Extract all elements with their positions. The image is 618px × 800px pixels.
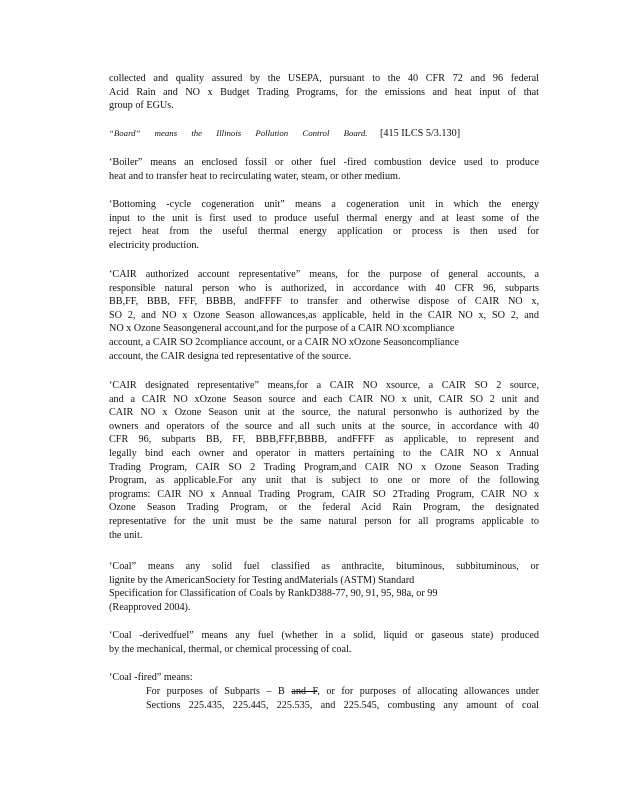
text-line: Program, as applicable.For any unit that is subject to one or more of the following (109, 475, 539, 487)
text-line: representative for the unit must be the same natural person for all programs applicable to (109, 515, 539, 527)
text-line: ‘CAIR designated representative” means,for a CAIR NO xsource, a CAIR SO 2 source, (109, 380, 539, 391)
paragraph-board-definition (109, 127, 539, 141)
text-line: CFR 96, subparts BB, FF, BBB,FFF,BBBB, andFFFF as applicable, to represent and (109, 434, 539, 446)
text-line: lignite by the AmericanSociety for Testing andMaterials (ASTM) Standard (109, 574, 415, 586)
text-line: heat and to transfer heat to recirculating water, steam, or other medium. (109, 170, 401, 182)
text-line: electricity production. (109, 239, 199, 251)
text-segment: , or for purposes of allocating allowances under (317, 686, 539, 697)
text-line: programs: CAIR NO x Annual Trading Program, CAIR SO 2Trading Program, CAIR NO x (109, 488, 539, 500)
text-line: reject heat from the useful thermal energy application or process is then used for (109, 226, 539, 238)
text-line: by the mechanical, thermal, or chemical processing of coal. (109, 643, 352, 655)
struck-text: and F (291, 686, 318, 697)
coal-fired-heading: ‘Coal -fired” means: (109, 672, 193, 683)
text-line: Sections 225.435, 225.445, 225.535, and 225.545, combusting any amount of coal (146, 699, 539, 711)
paragraph-coal-definition (109, 560, 539, 614)
text-line: the unit. (109, 529, 143, 541)
paragraph-cair-authorized-account-representative (109, 268, 539, 363)
text-line: Specification for Classification of Coals by RankD388-77, 90, 91, 95, 98a, or 99 (109, 588, 438, 600)
text-line: ‘CAIR authorized account representative” means, for the purpose of general accounts, a (109, 269, 539, 280)
text-line: BB,FF, BBB, FFF, BBBB, andFFFF to transfer and otherwise dispose of CAIR NO x, (109, 296, 539, 308)
paragraph-coal-fired-subitem (146, 685, 539, 712)
paragraph-boiler-definition (109, 156, 539, 183)
text-line: input to the unit is first used to produce useful thermal energy and at least some of the (109, 212, 539, 224)
paragraph-coal-fired-definition (109, 671, 539, 685)
text-line: ‘Boiler” means an enclosed fossil or other fuel -fired combustion device used to produce (109, 157, 539, 168)
text-line: Ozone Season Trading Program, or the federal Acid Rain Program, the designated (109, 502, 539, 514)
text-line: CAIR NO x Ozone Season unit at the source, the natural personwho is authorized by the (109, 407, 539, 419)
text-line: NO x Ozone Seasongeneral account,and for the purpose of a CAIR NO xcompliance (109, 323, 455, 335)
paragraph-coal-derived-fuel-definition (109, 629, 539, 656)
text-line: (Reapproved 2004). (109, 601, 191, 613)
text-line: ‘Bottoming -cycle cogeneration unit” means a cogeneration unit in which the energy (109, 199, 539, 210)
text-line: legally bind each owner and operator in matters pertaining to the CAIR NO x Annual (109, 447, 539, 459)
text-line: SO 2, and NO x Ozone Season allowances,as applicable, held in the CAIR NO x, SO 2, and (109, 309, 539, 321)
text-line: owners and operators of the source and all such units at the source, in accordance with 40 (109, 420, 539, 432)
text-segment: For purposes of Subparts – B (146, 686, 292, 697)
text-line: Acid Rain and NO x Budget Trading Programs, for the emissions and heat input of that (109, 86, 539, 98)
text-line: Trading Program, CAIR SO 2 Trading Program,and CAIR NO x Ozone Season Trading (109, 461, 539, 473)
paragraph-bottoming-cycle-definition (109, 198, 539, 252)
text-line: group of EGUs. (109, 100, 174, 112)
paragraph-egu-group (109, 72, 539, 113)
text-line: account, the CAIR designa ted representative of the source. (109, 350, 352, 362)
text-line (146, 685, 539, 699)
text-line: responsible natural person who is authorized, in accordance with 40 CFR 96, subparts (109, 282, 539, 294)
text-line: collected and quality assured by the USEPA, pursuant to the 40 CFR 72 and 96 federal (109, 73, 539, 84)
board-citation: [415 ILCS 5/3.130] (380, 128, 461, 139)
board-definition-text: “Board” means the Illinois Pollution Control Board. (109, 128, 368, 138)
text-line: and a CAIR NO xOzone Season source and each CAIR NO x unit, CAIR SO 2 unit and (109, 393, 539, 405)
text-line: account, a CAIR SO 2compliance account, or a CAIR NO xOzone Seasoncompliance (109, 336, 459, 348)
paragraph-cair-designated-representative (109, 379, 539, 542)
text-line: ‘Coal” means any solid fuel classified as anthracite, bituminous, subbituminous, or (109, 561, 539, 572)
text-line: ‘Coal -derivedfuel” means any fuel (whether in a solid, liquid or gaseous state) produced (109, 630, 539, 641)
